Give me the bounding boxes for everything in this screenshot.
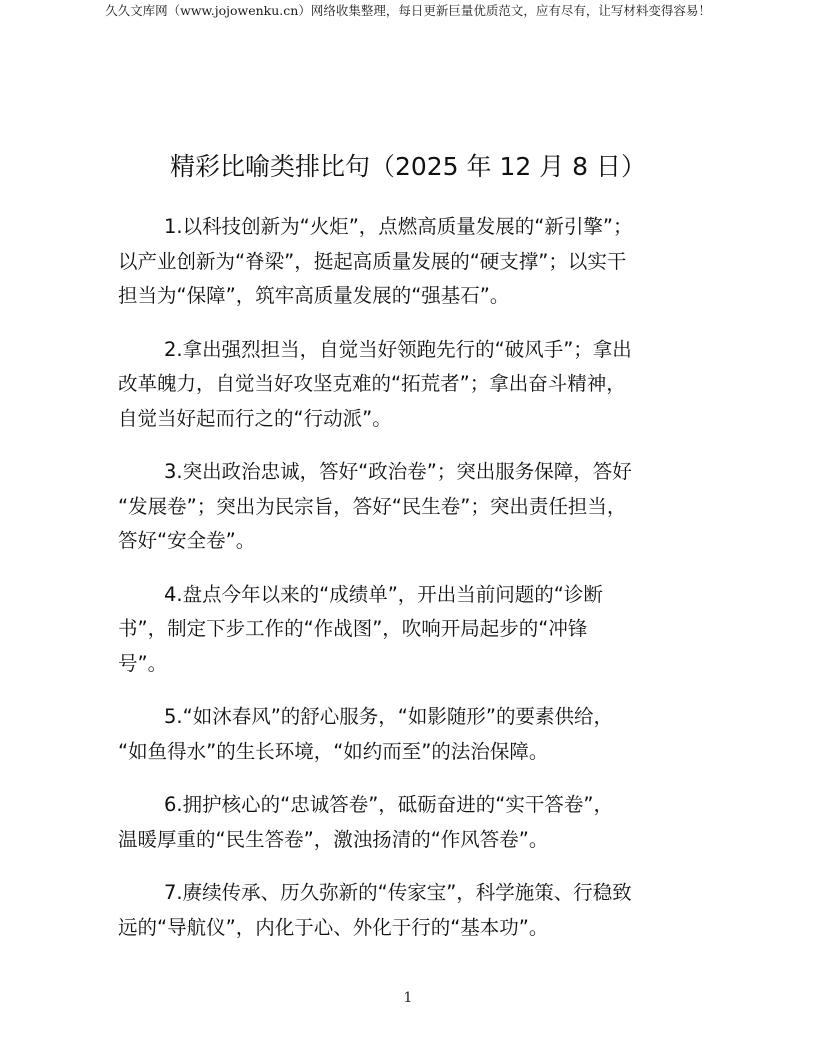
paragraph-line: 远的“导航仪”，内化于心、外化于行的“基本功”。 bbox=[118, 915, 549, 939]
paragraph-line: 改革魄力，自觉当好攻坚克难的“拓荒者”；拿出奋斗精神， bbox=[118, 372, 626, 395]
paragraph-line: “发展卷”；突出为民宗旨，答好“民生卷”；突出责任担当， bbox=[118, 494, 627, 518]
paragraph-line: 6.拥护核心的“忠诚答卷”，砥砺奋进的“实干答卷”， bbox=[164, 793, 614, 816]
paragraph-line: 书”，制定下步工作的“作战图”，吹响开局起步的“冲锋 bbox=[118, 617, 588, 640]
paragraph-line: 2.拿出强烈担当，自觉当好领跑先行的“破风手”；拿出 bbox=[164, 337, 632, 361]
paragraph-line: 答好“安全卷”。 bbox=[118, 529, 256, 552]
paragraph-line: “如鱼得水”的生长环境，“如约而至”的法治保障。 bbox=[118, 739, 549, 763]
paragraph-line: 以产业创新为“脊梁”，挺起高质量发展的“硬支撑”；以实干 bbox=[118, 249, 627, 273]
site-header-banner: 久久文库网（www.jojowenku.cn）网络收集整理，每日更新巨量优质范文，应有尽有，让写材料变得容易！ bbox=[105, 3, 711, 18]
paragraph-line: 担当为“保障”，筑牢高质量发展的“强基石”。 bbox=[118, 284, 510, 307]
paragraph-line: 号”。 bbox=[118, 651, 168, 675]
page-title: 精彩比喻类排比句（2025 年 12 月 8 日） bbox=[169, 152, 647, 181]
paragraph-line: 1.以科技创新为“火炬”，点燃高质量发展的“新引擎”； bbox=[164, 215, 633, 238]
paragraph-line: 4.盘点今年以来的“成绩单”，开出当前问题的“诊断 bbox=[164, 582, 603, 606]
paragraph-line: 3.突出政治忠诚，答好“政治卷”；突出服务保障，答好 bbox=[164, 460, 632, 483]
paragraph-7 bbox=[118, 876, 728, 945]
paragraph-3 bbox=[118, 455, 728, 559]
paragraph-line: 7.赓续传承、历久弥新的“传家宝”，科学施策、行稳致 bbox=[164, 881, 632, 904]
paragraph-4 bbox=[118, 578, 728, 682]
paragraph-line: 自觉当好起而行之的“行动派”。 bbox=[118, 406, 392, 430]
paragraph-line: 温暖厚重的“民生答卷”，激浊扬清的“作风答卷”。 bbox=[118, 827, 549, 851]
document-body bbox=[118, 210, 728, 964]
page-number: 1 bbox=[403, 990, 413, 1006]
paragraph-1 bbox=[118, 210, 728, 314]
paragraph-5 bbox=[118, 700, 728, 769]
paragraph-6 bbox=[118, 788, 728, 857]
paragraph-2 bbox=[118, 333, 728, 437]
paragraph-line: 5.“如沐春风”的舒心服务，“如影随形”的要素供给， bbox=[164, 705, 614, 728]
